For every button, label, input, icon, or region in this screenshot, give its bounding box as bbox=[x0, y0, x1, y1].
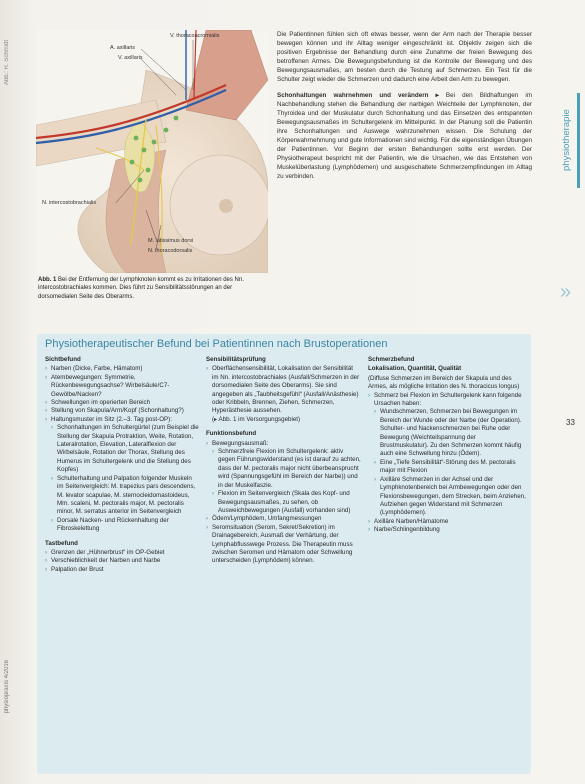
sub-list-item: › Axilläre Schmerzen in der Achsel und der Lymphknotenbereich bei Armbewegungen oder den Flexionsbewegungen, dem Strecken, beim Anziehen, Aufziehen gegen Widerstand mit Schmerzen (Lymphödemen). bbox=[368, 476, 526, 518]
continue-chevrons-icon: » bbox=[560, 281, 572, 303]
figure-label-thoracodorsal: N. thoracodorsalis bbox=[148, 248, 193, 254]
image-credit: Abb.: R. Schmidt bbox=[4, 40, 10, 86]
figure-reference: (▸ Abb. 1 im Versorgungsgebiet) bbox=[212, 415, 301, 423]
list-item: › Palpation der Brust bbox=[45, 566, 200, 574]
list-item: › Grenzen der „Hühnerbrust“ im OP-Gebiet bbox=[45, 549, 200, 557]
issue-credit: physiopraxis 4/2016 bbox=[4, 660, 10, 714]
section-heading-function: Funktionsbefund bbox=[206, 430, 257, 438]
article-text bbox=[277, 30, 532, 188]
section-heading-palpation: Tastbefund bbox=[45, 539, 78, 547]
section-tab-label: physiotherapie bbox=[561, 109, 572, 172]
figure-label-nerve: N. intercostobrachialis bbox=[42, 200, 97, 206]
section-tab bbox=[559, 93, 581, 188]
list-item: › Seromsituation (Serom, Sekret/Sekretion) im Drainagebereich, Ausmaß der Verhärtung, der Lymphabflusswege Prozess. Die Therapeutin muss zwischen Seromen und Hämatom oder Schwellung unterscheiden (Lymphödem) können. bbox=[206, 524, 361, 566]
anatomy-figure bbox=[36, 30, 268, 273]
list-item: › Oberflächensensibilität, Lokalisation der Sensibilität im Nn. intercostobrachiales (Ausfall/Schmerzen in der dorsomedialen Seite des Oberarms). Sie sind angegeben als „Taubheitsgefühl“ (Ausfall/Anästhesie) oder Kribbeln, Brennen, Ziehen, Schmerzen, Hyperästhesie aussehen. bbox=[206, 365, 361, 415]
findings-box-title: Physiotherapeutischer Befund bei Patientinnen nach Brustoperationen bbox=[45, 338, 388, 350]
list-item: › Narbe/Schlingenbildung bbox=[368, 526, 526, 534]
sub-list-item: › Schmerzfreie Flexion im Schultergelenk: aktiv gegen Führungswiderstand (es ist darauf zu achten, dass der M. pectoralis major nicht überbeansprucht wird (Spannungsgefühl im Bereich der Narbe)) und in der Muskelfaszie. bbox=[206, 448, 361, 490]
figure-label-axillary-vein: V. axillaris bbox=[118, 55, 143, 61]
paragraph-2-body: Bei den Bildhaftungen im Nachbehandlung stehen die Behandlung der narbigen Weichteile der Lymphknoten, der Thyroidea und der Muskulatur durch Schonhaltung und das Einsetzen des entspannten Bewegungsausmaßes im Schultergelenk im Mittelpunkt. In der Planung soll die Patientin ihre Schonhaltungen und Auswege wahrzunehmen wissen. Die Schulung der Körperwahrnehmung und gute Informationen sind wichtig. Für die eigenständigen Übungen der Patientinnen. Vor Beginn der ersten Behandlungen sollte erst werden. Der Physiotherapeut bespricht mit der Patientin, wie die Ursachen, wie das Entstehen von Muskelüberlastung (Lymphödemen) und ausgeschaltete Schmerzempfindungen im Alltag zu verbinden. bbox=[277, 91, 533, 181]
figure-label-muscle: M. latissimus dorsi bbox=[148, 238, 194, 244]
section-heading-inspection: Sichtbefund bbox=[45, 356, 81, 363]
list-item: › Verschieblichkeit der Narben und Narbe bbox=[45, 557, 200, 565]
list-item: › Ödem/Lymphödem, Umfangmessungen bbox=[206, 515, 361, 523]
list-item: › Axilläre Narben/Hämatome bbox=[368, 518, 526, 526]
section-tab-bar bbox=[577, 93, 580, 188]
sub-list-item: › Dorsale Nacken- und Rückenhaltung der Fibroskelettung bbox=[45, 517, 200, 534]
section-heading-sensibility: Sensibilitätsprüfung bbox=[206, 356, 266, 363]
caption-lead: Abb. 1 bbox=[38, 277, 57, 283]
sub-list-item: › Schulterhaltung und Palpation folgender Muskeln im Seitenvergleich: M. trapezius pars descendens, M. levator scapulae, M. sternocleidomastoideus, Mm. scaleni, M. pectoralis major, M. pectoralis minor, M. serratus anterior im Seitenvergleich bbox=[45, 475, 200, 517]
axilla-illustration bbox=[36, 30, 268, 273]
sub-list-item: › Eine „Tiefe Sensibilität“-Störung des M. pectoralis major mit Flexion bbox=[368, 459, 526, 476]
findings-column-2 bbox=[206, 356, 361, 566]
section-heading-pain: Schmerzbefund bbox=[368, 356, 415, 363]
findings-column-3 bbox=[368, 356, 526, 535]
figure-caption bbox=[38, 276, 270, 301]
list-item: › Bewegungsausmaß: bbox=[206, 440, 361, 448]
sub-list-item: › Flexion im Seitenvergleich (Skala des Kopf- und Bewegungsausmaßes, zu sehen, ob Ausweichbewegungen (Ausfall) vorhanden sind) bbox=[206, 490, 361, 515]
figure-label-vein: V. thoracoacromialis bbox=[170, 33, 220, 39]
sub-list-item: › Schonhaltungen im Schultergürtel (zum Beispiel die Stellung der Skapula Protraktion, Weite, Rotation, Lateralrotation, Elevation, Lateralflexion der Wirbelsäule, Rotation der Thorax, Stellung des Humerus im Schultergelenk und die Stellung des Kopfes) bbox=[45, 424, 200, 474]
pain-intro: (Diffuse Schmerzen im Bereich der Skapula und des Armes, als mögliche Irritation des N. thoracicus longus) bbox=[368, 374, 520, 391]
list-item: › Haltungsmuster im Sitz (2.–3. Tag post-OP): bbox=[45, 416, 200, 424]
figure-label-artery: A. axillaris bbox=[110, 45, 136, 51]
list-item: › Narben (Dicke, Farbe, Hämatom) bbox=[45, 365, 200, 373]
list-item: › Schwellungen im operierten Bereich bbox=[45, 399, 200, 407]
caption-text: Bei der Entfernung der Lymphknoten kommt es zu Irritationen des Nn. intercostobrachiales kommen. Dies führt zu Sensibilitätsstörungen an der dorsomedialen Seite des Oberarms. bbox=[38, 277, 244, 300]
paragraph-2-lead: Schonhaltungen wahrnehmen und verändern ▸ bbox=[277, 91, 439, 99]
sub-list-item: › Wundschmerzen, Schmerzen bei Bewegungen im Bereich der Wunde oder der Narbe (der Operation). Schulter- und Nackenschmerzen bei Ruhe oder Bewegung (Weichteilspannung der Brustmuskulatur). Zu den Schmerzen kommt häufig auch eine Schwellung hinzu (Ödem). bbox=[368, 408, 526, 458]
findings-column-1 bbox=[45, 356, 200, 574]
page-number: 33 bbox=[566, 418, 575, 427]
paragraph-1: Die Patientinnen fühlen sich oft etwas besser, wenn der Arm nach der Therapie besser bewegen können und ihr Alltag weniger eingeschränkt ist. Objektiv zeigen sich die positiven Ergebnisse der Behandlung durch eine Zunahme der freien Bewegung des betroffenen Armes. Die Bewegungsbefundung ist die Kontrolle der Bewegung und des Bewegungsausmaßes, am besten durch die Testung auf Schmerzen. Ein Test für die Schulter zeigt wieder die Schmerzen und dadurch eine Arbeit den Arm zu bewegen. bbox=[277, 31, 532, 84]
list-item: › Atembewegungen: Symmetrie, Rückenbewegungsachse? Wirbelsäule/C7-Gewölbe/Nacken? bbox=[45, 374, 200, 399]
list-item: › Schmerz bei Flexion im Schultergelenk kann folgende Ursachen haben: bbox=[368, 392, 526, 409]
section-subheading-pain: Lokalisation, Quantität, Qualität bbox=[368, 365, 462, 373]
paragraph-2 bbox=[277, 91, 532, 182]
list-item: › Stellung von Skapula/Arm/Kopf (Schonhaltung?) bbox=[45, 407, 200, 415]
